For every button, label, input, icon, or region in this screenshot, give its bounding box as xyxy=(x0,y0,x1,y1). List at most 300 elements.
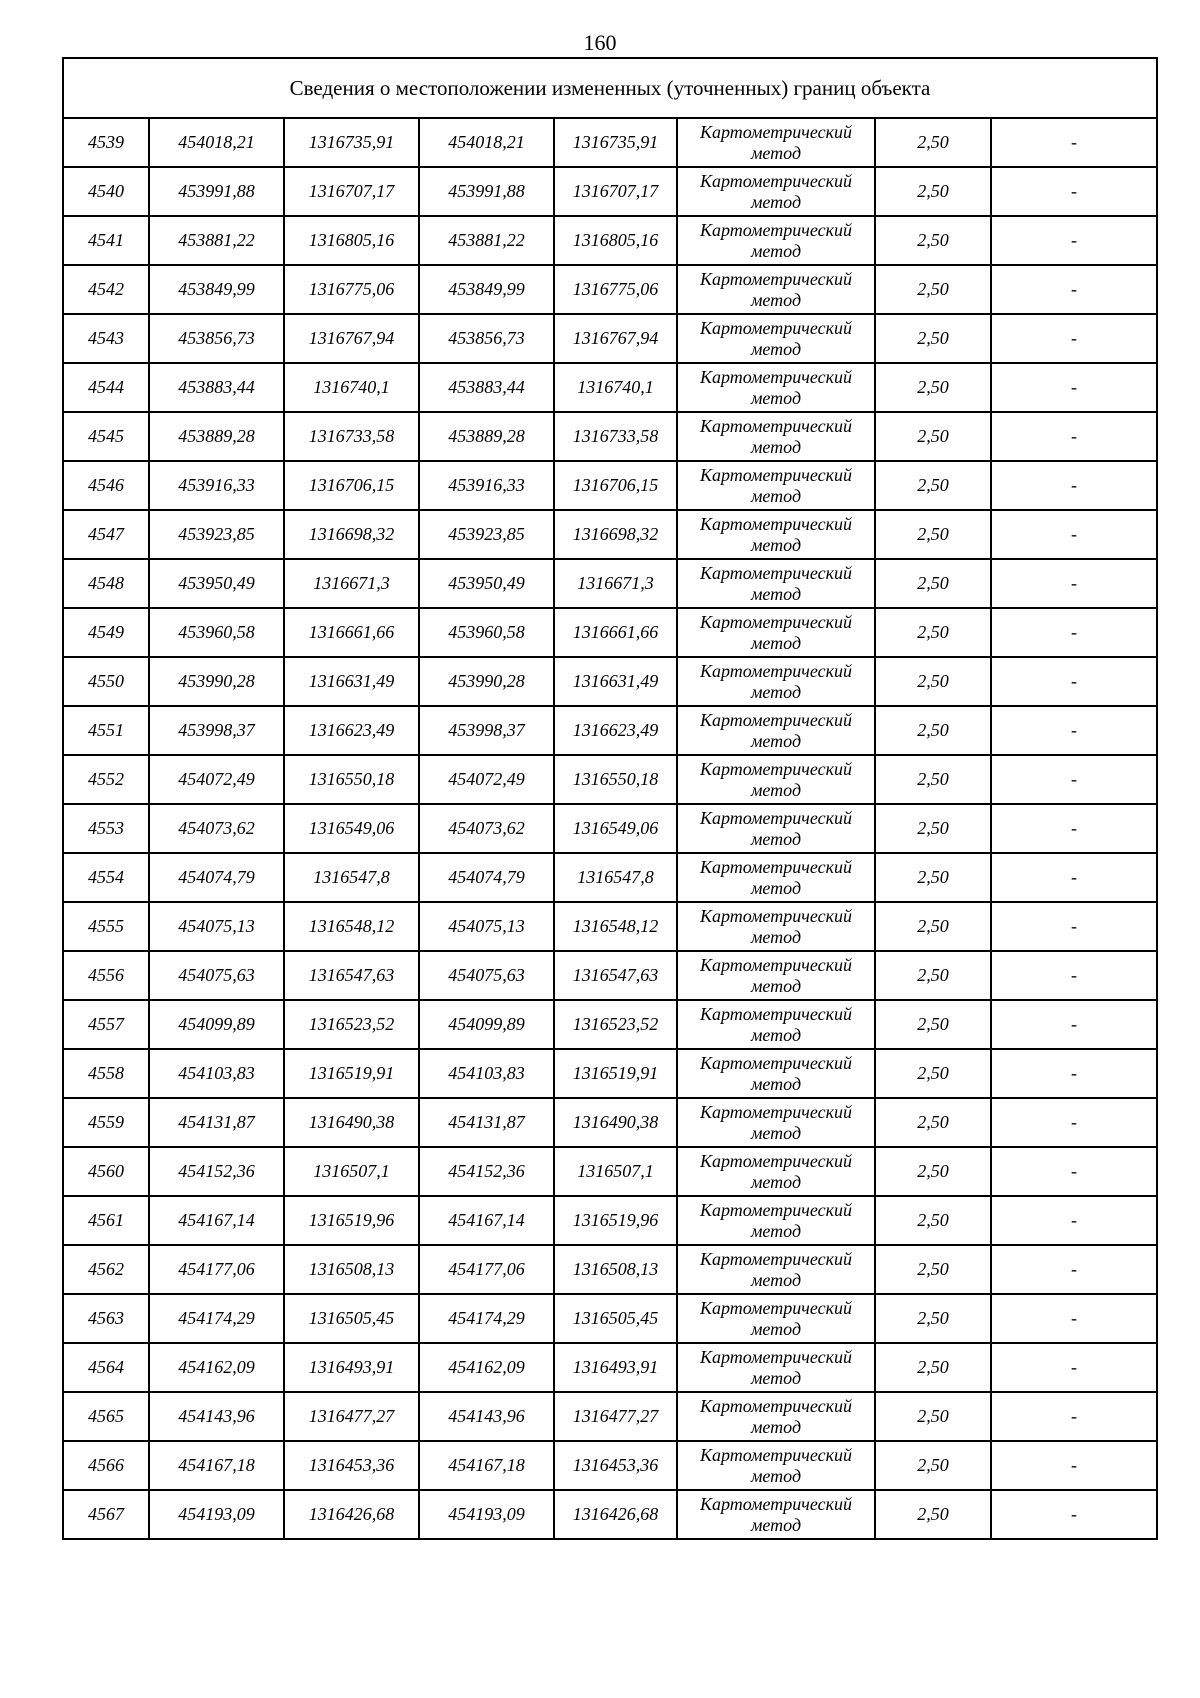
existing-x-cell: 454143,96 xyxy=(149,1392,284,1441)
method-cell xyxy=(677,265,875,314)
table-row xyxy=(63,1392,1157,1441)
note-cell: - xyxy=(991,1343,1157,1392)
method-cell xyxy=(677,1196,875,1245)
existing-x-cell: 454152,36 xyxy=(149,1147,284,1196)
method-label-line2: метод xyxy=(750,632,802,653)
refined-x-cell: 454162,09 xyxy=(419,1343,554,1392)
refined-y-cell: 1316519,96 xyxy=(554,1196,677,1245)
table-row xyxy=(63,1049,1157,1098)
method-label-line1: Картометрический xyxy=(699,856,852,877)
refined-y-cell: 1316547,63 xyxy=(554,951,677,1000)
note-cell: - xyxy=(991,216,1157,265)
method-label-line1: Картометрический xyxy=(699,660,852,681)
existing-x-cell: 453998,37 xyxy=(149,706,284,755)
note-cell: - xyxy=(991,1245,1157,1294)
method-label-line2: метод xyxy=(750,1220,802,1241)
existing-x-cell: 453923,85 xyxy=(149,510,284,559)
refined-x-cell: 454152,36 xyxy=(419,1147,554,1196)
refined-y-cell: 1316507,1 xyxy=(554,1147,677,1196)
note-cell: - xyxy=(991,951,1157,1000)
point-number-cell: 4541 xyxy=(63,216,149,265)
method-cell xyxy=(677,1294,875,1343)
refined-x-cell: 453883,44 xyxy=(419,363,554,412)
refined-x-cell: 454018,21 xyxy=(419,118,554,167)
table-row xyxy=(63,1490,1157,1539)
method-label-line2: метод xyxy=(750,1269,802,1290)
refined-y-cell: 1316426,68 xyxy=(554,1490,677,1539)
method-cell xyxy=(677,1098,875,1147)
point-number-cell: 4560 xyxy=(63,1147,149,1196)
method-label-line1: Картометрический xyxy=(699,905,852,926)
accuracy-cell: 2,50 xyxy=(875,755,991,804)
method-cell xyxy=(677,167,875,216)
method-label-line1: Картометрический xyxy=(699,1297,852,1318)
method-label-line2: метод xyxy=(750,1514,802,1535)
method-cell xyxy=(677,804,875,853)
note-cell: - xyxy=(991,853,1157,902)
method-label-line2: метод xyxy=(750,681,802,702)
note-cell: - xyxy=(991,1098,1157,1147)
table-row xyxy=(63,902,1157,951)
method-label-line1: Картометрический xyxy=(699,1052,852,1073)
existing-y-cell: 1316505,45 xyxy=(284,1294,419,1343)
existing-y-cell: 1316508,13 xyxy=(284,1245,419,1294)
method-cell xyxy=(677,559,875,608)
point-number-cell: 4555 xyxy=(63,902,149,951)
accuracy-cell: 2,50 xyxy=(875,1049,991,1098)
method-label-line1: Картометрический xyxy=(699,954,852,975)
method-label-line2: метод xyxy=(750,583,802,604)
method-label-line2: метод xyxy=(750,926,802,947)
note-cell: - xyxy=(991,657,1157,706)
note-cell: - xyxy=(991,461,1157,510)
refined-y-cell: 1316740,1 xyxy=(554,363,677,412)
refined-x-cell: 453990,28 xyxy=(419,657,554,706)
existing-x-cell: 453889,28 xyxy=(149,412,284,461)
existing-y-cell: 1316706,15 xyxy=(284,461,419,510)
method-cell xyxy=(677,216,875,265)
refined-x-cell: 454075,13 xyxy=(419,902,554,951)
point-number-cell: 4566 xyxy=(63,1441,149,1490)
method-cell xyxy=(677,1392,875,1441)
note-cell: - xyxy=(991,1490,1157,1539)
refined-x-cell: 453889,28 xyxy=(419,412,554,461)
method-label-line1: Картометрический xyxy=(699,170,852,191)
refined-x-cell: 453998,37 xyxy=(419,706,554,755)
method-label-line1: Картометрический xyxy=(699,1346,852,1367)
method-label-line2: метод xyxy=(750,828,802,849)
method-label-line2: метод xyxy=(750,191,802,212)
accuracy-cell: 2,50 xyxy=(875,1490,991,1539)
note-cell: - xyxy=(991,363,1157,412)
refined-y-cell: 1316661,66 xyxy=(554,608,677,657)
method-label-line1: Картометрический xyxy=(699,317,852,338)
accuracy-cell: 2,50 xyxy=(875,1294,991,1343)
table-row xyxy=(63,706,1157,755)
existing-y-cell: 1316547,8 xyxy=(284,853,419,902)
table-row xyxy=(63,1294,1157,1343)
point-number-cell: 4543 xyxy=(63,314,149,363)
method-label-line1: Картометрический xyxy=(699,611,852,632)
table-row xyxy=(63,314,1157,363)
existing-y-cell: 1316671,3 xyxy=(284,559,419,608)
existing-x-cell: 453849,99 xyxy=(149,265,284,314)
table-title: Сведения о местоположении измененных (уточненных) границ объекта xyxy=(63,58,1157,118)
existing-y-cell: 1316661,66 xyxy=(284,608,419,657)
existing-y-cell: 1316519,96 xyxy=(284,1196,419,1245)
point-number-cell: 4549 xyxy=(63,608,149,657)
table-row xyxy=(63,1147,1157,1196)
method-cell xyxy=(677,1343,875,1392)
point-number-cell: 4548 xyxy=(63,559,149,608)
point-number-cell: 4550 xyxy=(63,657,149,706)
refined-y-cell: 1316767,94 xyxy=(554,314,677,363)
table-row xyxy=(63,1098,1157,1147)
table-row xyxy=(63,216,1157,265)
accuracy-cell: 2,50 xyxy=(875,118,991,167)
method-label-line1: Картометрический xyxy=(699,121,852,142)
note-cell: - xyxy=(991,412,1157,461)
method-label-line1: Картометрический xyxy=(699,464,852,485)
refined-x-cell: 454103,83 xyxy=(419,1049,554,1098)
refined-y-cell: 1316547,8 xyxy=(554,853,677,902)
refined-y-cell: 1316706,15 xyxy=(554,461,677,510)
table-row xyxy=(63,510,1157,559)
method-label-line1: Картометрический xyxy=(699,1248,852,1269)
accuracy-cell: 2,50 xyxy=(875,706,991,755)
refined-x-cell: 454177,06 xyxy=(419,1245,554,1294)
method-label-line2: метод xyxy=(750,779,802,800)
accuracy-cell: 2,50 xyxy=(875,559,991,608)
existing-x-cell: 453916,33 xyxy=(149,461,284,510)
existing-y-cell: 1316507,1 xyxy=(284,1147,419,1196)
refined-y-cell: 1316733,58 xyxy=(554,412,677,461)
table-row xyxy=(63,167,1157,216)
method-cell xyxy=(677,1441,875,1490)
point-number-cell: 4540 xyxy=(63,167,149,216)
table-row xyxy=(63,951,1157,1000)
method-label-line1: Картометрический xyxy=(699,366,852,387)
accuracy-cell: 2,50 xyxy=(875,461,991,510)
boundary-table-wrapper xyxy=(62,57,1156,1540)
point-number-cell: 4547 xyxy=(63,510,149,559)
refined-x-cell: 453960,58 xyxy=(419,608,554,657)
boundary-coordinates-table xyxy=(62,57,1158,1540)
note-cell: - xyxy=(991,118,1157,167)
existing-x-cell: 453950,49 xyxy=(149,559,284,608)
accuracy-cell: 2,50 xyxy=(875,363,991,412)
existing-x-cell: 454103,83 xyxy=(149,1049,284,1098)
accuracy-cell: 2,50 xyxy=(875,902,991,951)
accuracy-cell: 2,50 xyxy=(875,412,991,461)
table-row xyxy=(63,657,1157,706)
point-number-cell: 4545 xyxy=(63,412,149,461)
existing-x-cell: 454075,63 xyxy=(149,951,284,1000)
existing-x-cell: 454167,14 xyxy=(149,1196,284,1245)
method-cell xyxy=(677,118,875,167)
existing-y-cell: 1316735,91 xyxy=(284,118,419,167)
method-label-line2: метод xyxy=(750,142,802,163)
method-label-line2: метод xyxy=(750,1171,802,1192)
method-cell xyxy=(677,1147,875,1196)
refined-x-cell: 453849,99 xyxy=(419,265,554,314)
accuracy-cell: 2,50 xyxy=(875,1392,991,1441)
method-label-line2: метод xyxy=(750,730,802,751)
point-number-cell: 4546 xyxy=(63,461,149,510)
method-label-line1: Картометрический xyxy=(699,807,852,828)
refined-x-cell: 453923,85 xyxy=(419,510,554,559)
accuracy-cell: 2,50 xyxy=(875,608,991,657)
existing-x-cell: 453881,22 xyxy=(149,216,284,265)
point-number-cell: 4556 xyxy=(63,951,149,1000)
point-number-cell: 4553 xyxy=(63,804,149,853)
refined-y-cell: 1316805,16 xyxy=(554,216,677,265)
existing-x-cell: 454162,09 xyxy=(149,1343,284,1392)
method-label-line1: Картометрический xyxy=(699,1101,852,1122)
refined-y-cell: 1316775,06 xyxy=(554,265,677,314)
accuracy-cell: 2,50 xyxy=(875,1196,991,1245)
method-label-line2: метод xyxy=(750,436,802,457)
method-cell xyxy=(677,1000,875,1049)
point-number-cell: 4562 xyxy=(63,1245,149,1294)
method-label-line2: метод xyxy=(750,877,802,898)
refined-x-cell: 453881,22 xyxy=(419,216,554,265)
point-number-cell: 4564 xyxy=(63,1343,149,1392)
note-cell: - xyxy=(991,1000,1157,1049)
note-cell: - xyxy=(991,1392,1157,1441)
note-cell: - xyxy=(991,608,1157,657)
note-cell: - xyxy=(991,804,1157,853)
table-row xyxy=(63,1245,1157,1294)
point-number-cell: 4552 xyxy=(63,755,149,804)
refined-x-cell: 454075,63 xyxy=(419,951,554,1000)
refined-x-cell: 454167,18 xyxy=(419,1441,554,1490)
method-label-line1: Картометрический xyxy=(699,513,852,534)
method-label-line1: Картометрический xyxy=(699,1150,852,1171)
existing-y-cell: 1316707,17 xyxy=(284,167,419,216)
note-cell: - xyxy=(991,559,1157,608)
existing-x-cell: 454167,18 xyxy=(149,1441,284,1490)
existing-y-cell: 1316426,68 xyxy=(284,1490,419,1539)
note-cell: - xyxy=(991,1196,1157,1245)
existing-y-cell: 1316631,49 xyxy=(284,657,419,706)
refined-y-cell: 1316698,32 xyxy=(554,510,677,559)
point-number-cell: 4558 xyxy=(63,1049,149,1098)
method-label-line1: Картометрический xyxy=(699,1395,852,1416)
refined-x-cell: 454072,49 xyxy=(419,755,554,804)
method-cell xyxy=(677,951,875,1000)
refined-y-cell: 1316508,13 xyxy=(554,1245,677,1294)
existing-y-cell: 1316740,1 xyxy=(284,363,419,412)
refined-y-cell: 1316735,91 xyxy=(554,118,677,167)
note-cell: - xyxy=(991,265,1157,314)
refined-y-cell: 1316477,27 xyxy=(554,1392,677,1441)
refined-x-cell: 454074,79 xyxy=(419,853,554,902)
refined-y-cell: 1316548,12 xyxy=(554,902,677,951)
method-label-line1: Картометрический xyxy=(699,415,852,436)
table-row xyxy=(63,118,1157,167)
method-label-line1: Картометрический xyxy=(699,709,852,730)
refined-y-cell: 1316549,06 xyxy=(554,804,677,853)
accuracy-cell: 2,50 xyxy=(875,510,991,559)
accuracy-cell: 2,50 xyxy=(875,265,991,314)
table-row xyxy=(63,1000,1157,1049)
existing-x-cell: 453883,44 xyxy=(149,363,284,412)
method-label-line2: метод xyxy=(750,1122,802,1143)
existing-x-cell: 453991,88 xyxy=(149,167,284,216)
existing-y-cell: 1316623,49 xyxy=(284,706,419,755)
refined-x-cell: 454099,89 xyxy=(419,1000,554,1049)
refined-x-cell: 453856,73 xyxy=(419,314,554,363)
accuracy-cell: 2,50 xyxy=(875,804,991,853)
refined-x-cell: 453916,33 xyxy=(419,461,554,510)
table-row xyxy=(63,1441,1157,1490)
existing-x-cell: 454131,87 xyxy=(149,1098,284,1147)
method-cell xyxy=(677,657,875,706)
refined-x-cell: 453991,88 xyxy=(419,167,554,216)
table-row xyxy=(63,804,1157,853)
point-number-cell: 4559 xyxy=(63,1098,149,1147)
method-label-line1: Картометрический xyxy=(699,1003,852,1024)
method-cell xyxy=(677,706,875,755)
existing-x-cell: 454177,06 xyxy=(149,1245,284,1294)
table-row xyxy=(63,461,1157,510)
existing-y-cell: 1316775,06 xyxy=(284,265,419,314)
method-cell xyxy=(677,853,875,902)
refined-x-cell: 454073,62 xyxy=(419,804,554,853)
accuracy-cell: 2,50 xyxy=(875,657,991,706)
existing-x-cell: 454072,49 xyxy=(149,755,284,804)
method-label-line2: метод xyxy=(750,1367,802,1388)
point-number-cell: 4563 xyxy=(63,1294,149,1343)
refined-x-cell: 453950,49 xyxy=(419,559,554,608)
table-row xyxy=(63,608,1157,657)
method-cell xyxy=(677,1245,875,1294)
note-cell: - xyxy=(991,1147,1157,1196)
point-number-cell: 4539 xyxy=(63,118,149,167)
refined-x-cell: 454167,14 xyxy=(419,1196,554,1245)
method-label-line2: метод xyxy=(750,1465,802,1486)
method-label-line2: метод xyxy=(750,1024,802,1045)
accuracy-cell: 2,50 xyxy=(875,853,991,902)
existing-y-cell: 1316523,52 xyxy=(284,1000,419,1049)
method-cell xyxy=(677,1490,875,1539)
method-label-line2: метод xyxy=(750,289,802,310)
refined-y-cell: 1316623,49 xyxy=(554,706,677,755)
page-number: 160 xyxy=(583,30,617,55)
method-label-line1: Картометрический xyxy=(699,758,852,779)
point-number-cell: 4542 xyxy=(63,265,149,314)
refined-y-cell: 1316550,18 xyxy=(554,755,677,804)
accuracy-cell: 2,50 xyxy=(875,216,991,265)
existing-y-cell: 1316767,94 xyxy=(284,314,419,363)
method-label-line2: метод xyxy=(750,485,802,506)
accuracy-cell: 2,50 xyxy=(875,314,991,363)
existing-x-cell: 454018,21 xyxy=(149,118,284,167)
refined-y-cell: 1316523,52 xyxy=(554,1000,677,1049)
refined-x-cell: 454131,87 xyxy=(419,1098,554,1147)
existing-x-cell: 454174,29 xyxy=(149,1294,284,1343)
method-cell xyxy=(677,608,875,657)
method-label-line2: метод xyxy=(750,387,802,408)
accuracy-cell: 2,50 xyxy=(875,1441,991,1490)
method-cell xyxy=(677,363,875,412)
note-cell: - xyxy=(991,755,1157,804)
existing-x-cell: 454074,79 xyxy=(149,853,284,902)
existing-x-cell: 454193,09 xyxy=(149,1490,284,1539)
method-label-line2: метод xyxy=(750,240,802,261)
method-label-line1: Картометрический xyxy=(699,1199,852,1220)
accuracy-cell: 2,50 xyxy=(875,1000,991,1049)
method-cell xyxy=(677,902,875,951)
note-cell: - xyxy=(991,510,1157,559)
existing-x-cell: 453960,58 xyxy=(149,608,284,657)
existing-x-cell: 454073,62 xyxy=(149,804,284,853)
table-row xyxy=(63,412,1157,461)
method-cell xyxy=(677,314,875,363)
table-row xyxy=(63,853,1157,902)
existing-y-cell: 1316453,36 xyxy=(284,1441,419,1490)
method-label-line2: метод xyxy=(750,1416,802,1437)
existing-y-cell: 1316547,63 xyxy=(284,951,419,1000)
refined-y-cell: 1316505,45 xyxy=(554,1294,677,1343)
note-cell: - xyxy=(991,167,1157,216)
existing-y-cell: 1316550,18 xyxy=(284,755,419,804)
refined-x-cell: 454143,96 xyxy=(419,1392,554,1441)
point-number-cell: 4551 xyxy=(63,706,149,755)
table-row xyxy=(63,1196,1157,1245)
point-number-cell: 4544 xyxy=(63,363,149,412)
method-label-line1: Картометрический xyxy=(699,1493,852,1514)
note-cell: - xyxy=(991,1441,1157,1490)
accuracy-cell: 2,50 xyxy=(875,951,991,1000)
accuracy-cell: 2,50 xyxy=(875,1343,991,1392)
table-row xyxy=(63,265,1157,314)
refined-y-cell: 1316490,38 xyxy=(554,1098,677,1147)
existing-y-cell: 1316519,91 xyxy=(284,1049,419,1098)
existing-y-cell: 1316805,16 xyxy=(284,216,419,265)
existing-x-cell: 454075,13 xyxy=(149,902,284,951)
point-number-cell: 4561 xyxy=(63,1196,149,1245)
table-title-row xyxy=(63,58,1157,118)
table-row xyxy=(63,559,1157,608)
table-row xyxy=(63,755,1157,804)
refined-y-cell: 1316453,36 xyxy=(554,1441,677,1490)
note-cell: - xyxy=(991,706,1157,755)
point-number-cell: 4557 xyxy=(63,1000,149,1049)
accuracy-cell: 2,50 xyxy=(875,167,991,216)
refined-y-cell: 1316671,3 xyxy=(554,559,677,608)
existing-y-cell: 1316733,58 xyxy=(284,412,419,461)
point-number-cell: 4554 xyxy=(63,853,149,902)
point-number-cell: 4567 xyxy=(63,1490,149,1539)
existing-x-cell: 453990,28 xyxy=(149,657,284,706)
note-cell: - xyxy=(991,314,1157,363)
method-label-line1: Картометрический xyxy=(699,219,852,240)
method-label-line1: Картометрический xyxy=(699,268,852,289)
note-cell: - xyxy=(991,1294,1157,1343)
table-row xyxy=(63,1343,1157,1392)
existing-y-cell: 1316549,06 xyxy=(284,804,419,853)
existing-y-cell: 1316698,32 xyxy=(284,510,419,559)
existing-y-cell: 1316477,27 xyxy=(284,1392,419,1441)
accuracy-cell: 2,50 xyxy=(875,1147,991,1196)
accuracy-cell: 2,50 xyxy=(875,1245,991,1294)
method-label-line1: Картометрический xyxy=(699,1444,852,1465)
method-cell xyxy=(677,461,875,510)
method-cell xyxy=(677,755,875,804)
table-row xyxy=(63,363,1157,412)
